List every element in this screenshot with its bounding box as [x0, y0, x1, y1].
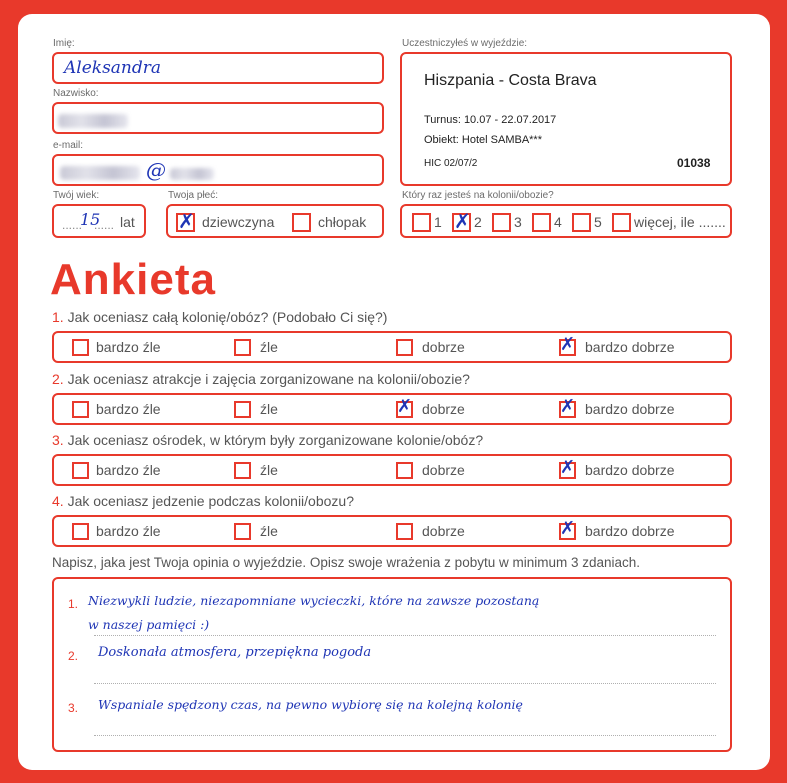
gender-option-girl: dziewczyna [202, 214, 275, 230]
trip-turnus: Turnus: 10.07 - 22.07.2017 [424, 114, 557, 126]
question-text: Jak oceniasz jedzenie podczas kolonii/obozu? [67, 493, 354, 509]
email-at: @ [146, 158, 166, 182]
opinion-line-1: Niezwykli ludzie, niezapomniane wycieczki, które na zawsze pozostaną [88, 593, 540, 608]
q4-checkbox-good[interactable] [396, 523, 413, 540]
times-label: Który raz jesteś na kolonii/obozie? [402, 190, 554, 201]
redacted-email-user [60, 166, 140, 180]
q4-checkbox-very-good[interactable] [559, 518, 576, 540]
age-field[interactable] [52, 204, 146, 238]
option-label: źle [260, 462, 278, 478]
gender-field [166, 204, 384, 238]
q3-checkbox-bad[interactable] [234, 462, 251, 479]
option-label: bardzo źle [96, 462, 161, 478]
gender-option-boy: chłopak [318, 214, 367, 230]
age-dots-right: ...... [94, 218, 115, 232]
check-mark-icon: ✗ [397, 396, 413, 417]
times-option-1: 1 [434, 214, 442, 230]
question-1-answers [52, 331, 732, 363]
times-checkbox-1[interactable] [412, 213, 431, 232]
q2-checkbox-bad[interactable] [234, 401, 251, 418]
q4-checkbox-bad[interactable] [234, 523, 251, 540]
option-label: źle [260, 339, 278, 355]
opinion-line-1-cont: w naszej pamięci :) [88, 617, 210, 632]
question-number: 2. [52, 371, 64, 387]
question-text: Jak oceniasz ośrodek, w którym były zorganizowane kolonie/obóz? [67, 432, 484, 448]
email-field[interactable] [52, 154, 384, 186]
gender-label: Twoja płeć: [168, 190, 219, 201]
times-field [400, 204, 732, 238]
option-label: bardzo dobrze [585, 339, 675, 355]
opinion-line-3: Wspaniale spędzony czas, na pewno wybiorę się na kolejną kolonię [98, 697, 523, 712]
surname-field[interactable] [52, 102, 384, 134]
opinion-textarea[interactable] [52, 577, 732, 752]
q1-checkbox-very-bad[interactable] [72, 339, 89, 356]
check-mark-icon: ✗ [454, 209, 471, 233]
age-label: Twój wiek: [53, 190, 100, 201]
option-label: bardzo dobrze [585, 462, 675, 478]
q1-checkbox-good[interactable] [396, 339, 413, 356]
age-unit: lat [120, 214, 135, 230]
opinion-line-2: Doskonała atmosfera, przepiękna pogoda [98, 645, 372, 660]
redacted-surname [58, 114, 128, 128]
option-label: bardzo dobrze [585, 523, 675, 539]
times-option-4: 4 [554, 214, 562, 230]
name-label: Imię: [53, 38, 75, 49]
q3-checkbox-good[interactable] [396, 462, 413, 479]
times-checkbox-5[interactable] [572, 213, 591, 232]
times-checkbox-2[interactable] [452, 209, 471, 233]
ruled-line [94, 735, 716, 736]
trip-code: HIC 02/07/2 [424, 158, 478, 169]
question-3 [52, 432, 483, 448]
times-option-more: więcej, ile ....... [634, 214, 726, 230]
name-value: Aleksandra [64, 58, 162, 78]
q2-checkbox-very-good[interactable] [559, 396, 576, 418]
times-option-5: 5 [594, 214, 602, 230]
option-label: źle [260, 523, 278, 539]
q1-checkbox-very-good[interactable] [559, 334, 576, 356]
times-checkbox-4[interactable] [532, 213, 551, 232]
name-field[interactable] [52, 52, 384, 84]
age-value: 15 [80, 210, 101, 229]
times-checkbox-more[interactable] [612, 213, 631, 232]
trip-number: 01038 [677, 156, 711, 170]
times-checkbox-3[interactable] [492, 213, 511, 232]
question-text: Jak oceniasz całą kolonię/obóz? (Podobało Ci się?) [67, 309, 388, 325]
option-label: dobrze [422, 401, 465, 417]
trip-info-box [400, 52, 732, 186]
question-1 [52, 309, 387, 325]
trip-title: Hiszpania - Costa Brava [424, 72, 597, 89]
question-2 [52, 371, 470, 387]
age-dots-left: ...... [62, 218, 83, 232]
question-4-answers [52, 515, 732, 547]
times-option-3: 3 [514, 214, 522, 230]
opinion-line-number: 1. [68, 597, 79, 611]
check-mark-icon: ✗ [560, 396, 576, 417]
ruled-line [94, 635, 716, 636]
question-2-answers [52, 393, 732, 425]
redacted-email-domain [170, 168, 214, 180]
ruled-line [94, 683, 716, 684]
check-mark-icon: ✗ [560, 518, 576, 539]
option-label: dobrze [422, 462, 465, 478]
trip-obiekt: Obiekt: Hotel SAMBA*** [424, 134, 542, 146]
option-label: dobrze [422, 523, 465, 539]
trip-label: Uczestniczyłeś w wyjeździe: [402, 38, 528, 49]
email-label: e-mail: [53, 140, 84, 151]
gender-checkbox-girl[interactable] [176, 209, 195, 233]
check-mark-icon: ✗ [178, 209, 195, 233]
opinion-line-number: 3. [68, 701, 79, 715]
check-mark-icon: ✗ [560, 334, 576, 355]
q3-checkbox-very-good[interactable] [559, 457, 576, 479]
option-label: bardzo dobrze [585, 401, 675, 417]
option-label: bardzo źle [96, 339, 161, 355]
option-label: dobrze [422, 339, 465, 355]
survey-title: Ankieta [50, 255, 216, 304]
question-number: 3. [52, 432, 64, 448]
option-label: bardzo źle [96, 401, 161, 417]
question-number: 4. [52, 493, 64, 509]
question-4 [52, 493, 354, 509]
q4-checkbox-very-bad[interactable] [72, 523, 89, 540]
opinion-line-number: 2. [68, 649, 79, 663]
option-label: źle [260, 401, 278, 417]
surname-label: Nazwisko: [53, 88, 99, 99]
opinion-prompt: Napisz, jaka jest Twoja opinia o wyjeździe. Opisz swoje wrażenia z pobytu w minimum 3 zdaniach. [52, 555, 641, 570]
question-3-answers [52, 454, 732, 486]
q2-checkbox-very-bad[interactable] [72, 401, 89, 418]
question-number: 1. [52, 309, 64, 325]
q1-checkbox-bad[interactable] [234, 339, 251, 356]
q3-checkbox-very-bad[interactable] [72, 462, 89, 479]
q2-checkbox-good[interactable] [396, 396, 413, 418]
option-label: bardzo źle [96, 523, 161, 539]
gender-checkbox-boy[interactable] [292, 213, 311, 232]
check-mark-icon: ✗ [560, 457, 576, 478]
times-option-2: 2 [474, 214, 482, 230]
question-text: Jak oceniasz atrakcje i zajęcia zorganizowane na kolonii/obozie? [67, 371, 470, 387]
